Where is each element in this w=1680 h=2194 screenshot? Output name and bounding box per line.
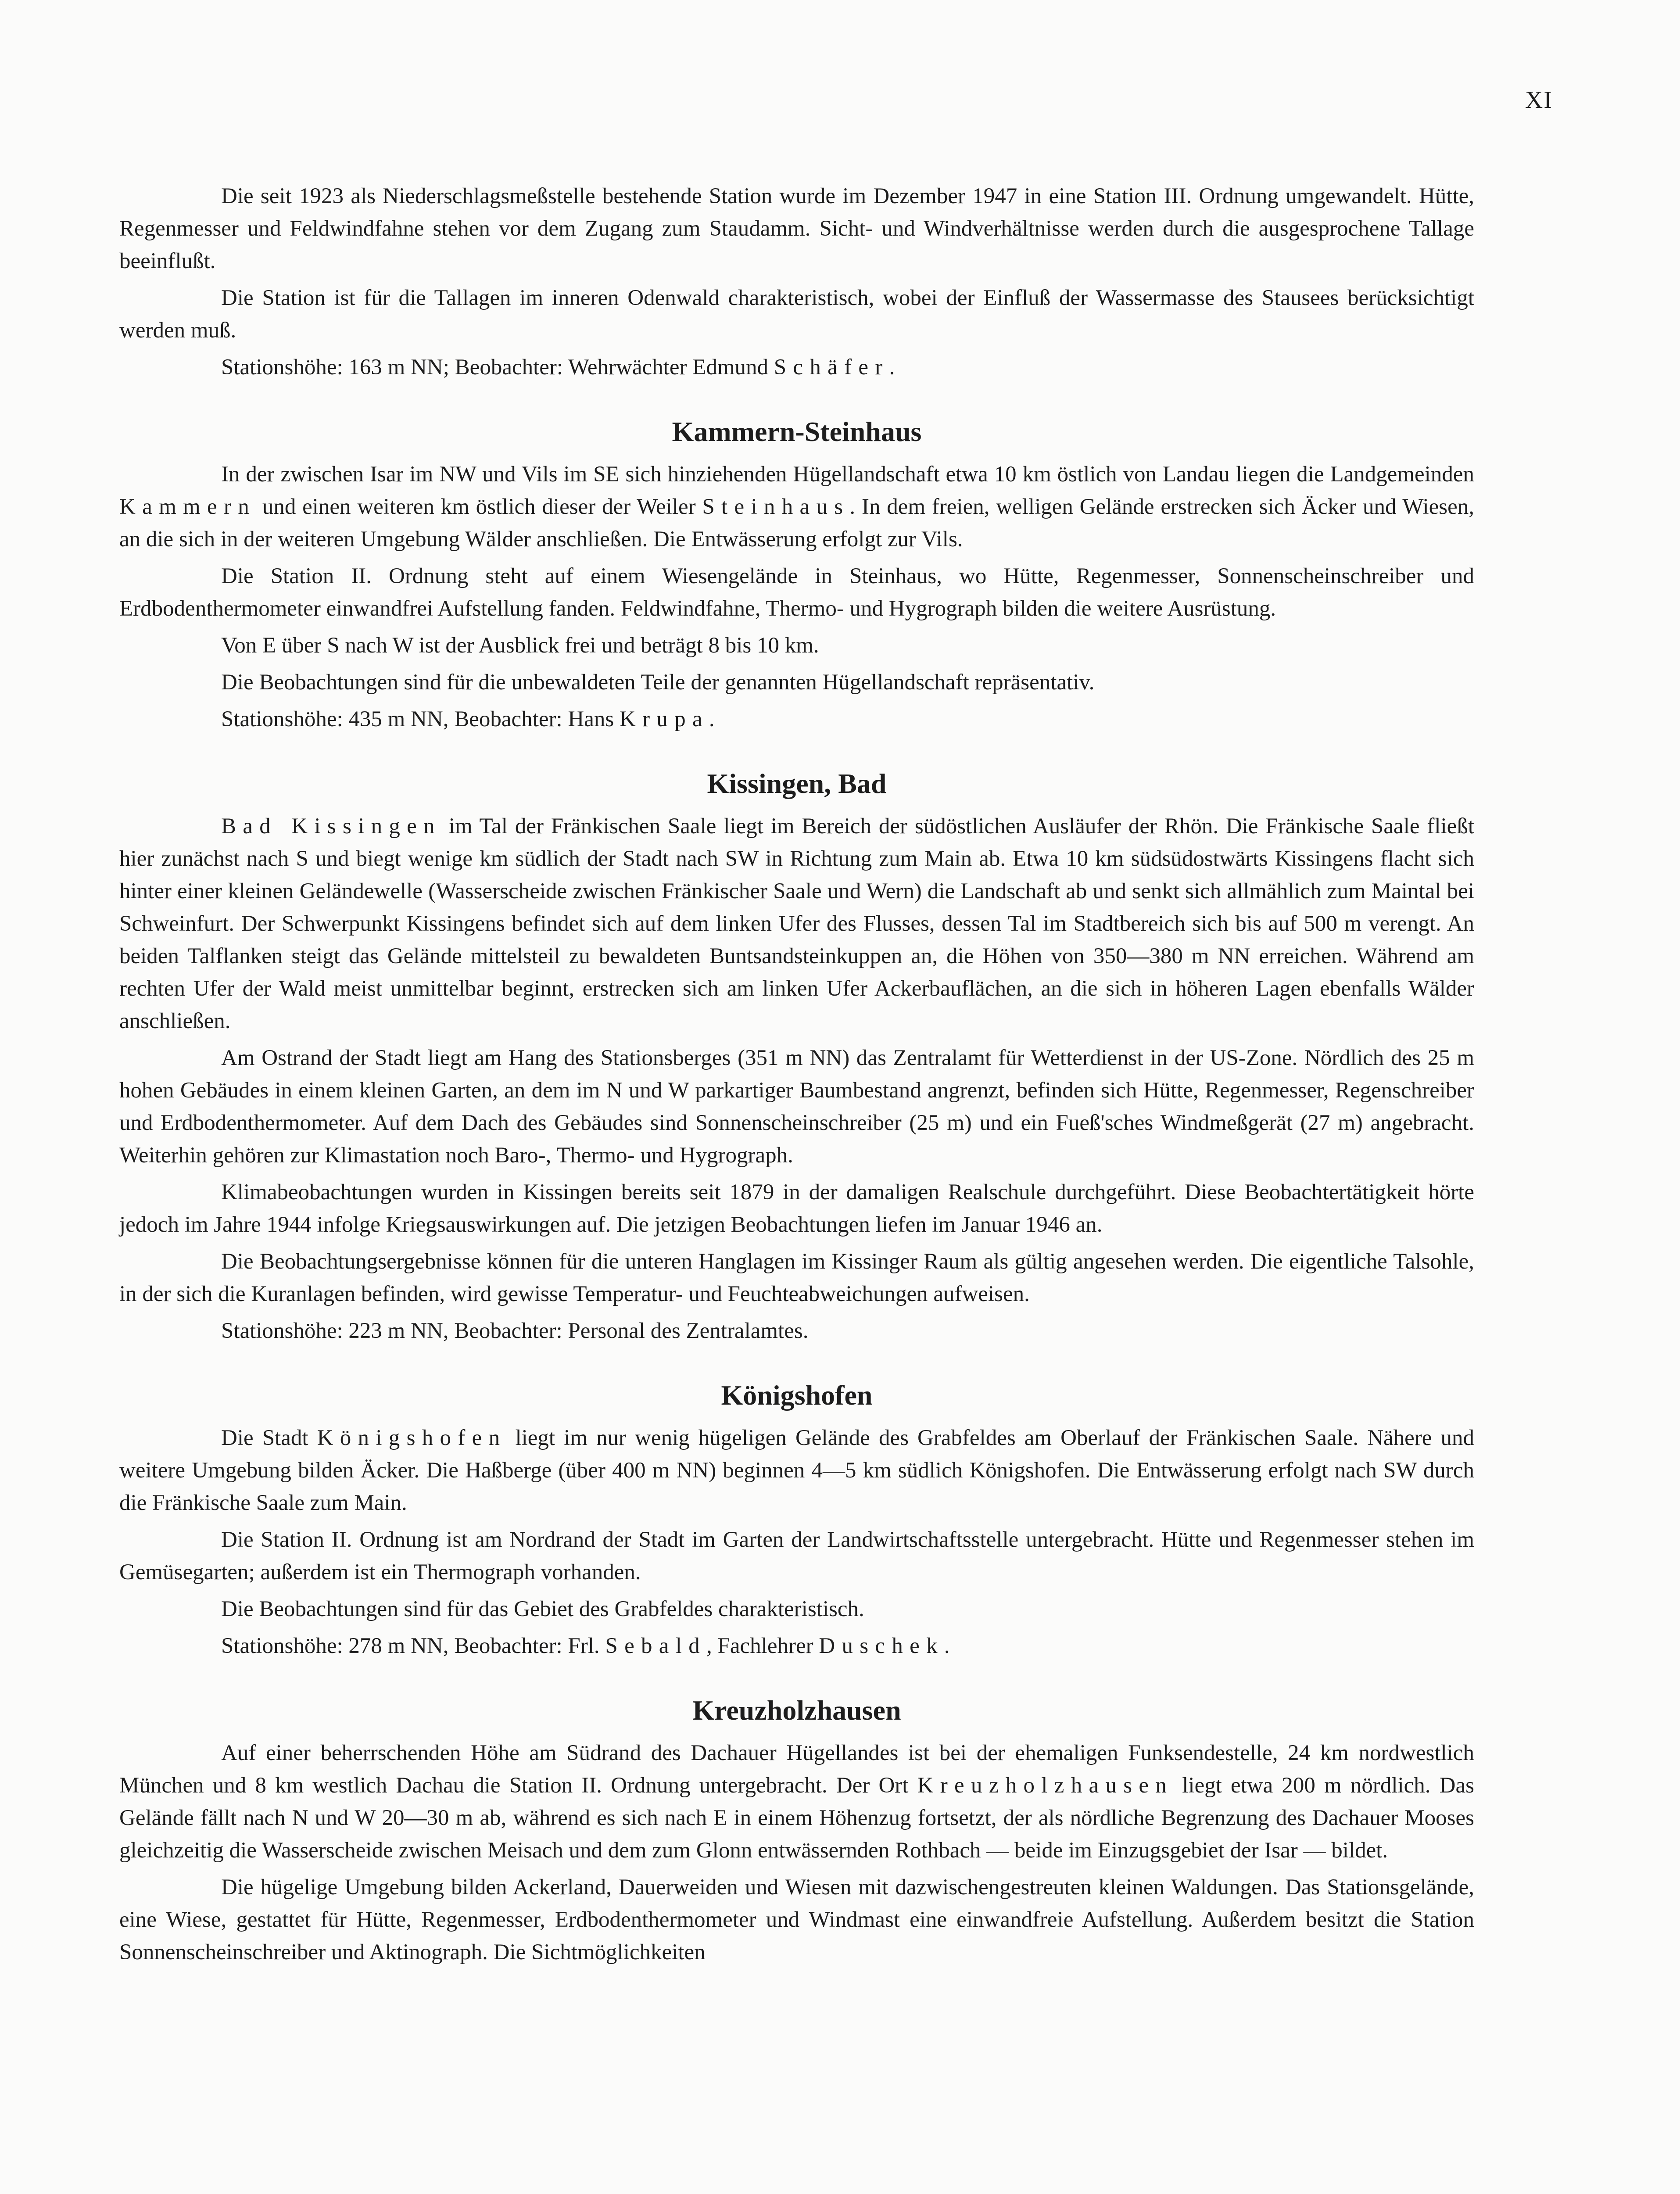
paragraph: Auf einer beherrschenden Höhe am Südrand des Dachauer Hügellandes ist bei der ehemaligen Funksendestelle, 24 km nordwestlich München und 8 km westlich Dachau die Station II. Ordnung untergebracht. Der Ort Kreuzholzhausen liegt etwa 200 m nördlich. Das Gelände fällt nach N und W 20—30 m ab, während es sich nach E in einem Höhenzug fortsetzt, der als nördliche Begrenzung des Dachauer Mooses gleichzeitig die Wasserscheide zwischen Meisach und dem zum Glonn entwässernden Rothbach — beide im Einzugsgebiet der Isar — bildet. [119,1741,1474,1863]
paragraph: Bad Kissingen im Tal der Fränkischen Saale liegt im Bereich der südöstlichen Ausläufer der Rhön. Die Fränkische Saale fließt hier zunächst nach S und biegt wenige km südlich der Stadt nach SW in Richtung zum Main ab. Etwa 10 km südsüdostwärts Kissingens flacht sich hinter einer kleinen Geländewelle (Wasserscheide zwischen Fränkischer Saale und Wern) die Landschaft ab und senkt sich allmählich zum Maintal bei Schweinfurt. Der Schwerpunkt Kissingens befindet sich auf dem linken Ufer des Flusses, dessen Tal im Stadtbereich sich bis auf 500 m verengt. An beiden Talflanken steigt das Gelände mittelsteil zu bewaldeten Buntsandsteinkuppen an, die Höhen von 350—380 m NN erreichen. Während am rechten Ufer der Wald meist unmittelbar beginnt, erstrecken sich am linken Ufer Ackerbauflächen, an die sich in höheren Lagen ebenfalls Wälder anschließen. [119,814,1474,1033]
spaced-name: Steinhaus [702,495,850,519]
spaced-name: Sebald [605,1634,707,1658]
station-heading: Kammern-Steinhaus [672,416,922,447]
spaced-name: Königshofen [317,1426,507,1450]
paragraph: Stationshöhe: 163 m NN; Beobachter: Wehrwächter Edmund Schäfer. [221,355,895,380]
paragraph: Die Beobachtungsergebnisse können für die unteren Hanglagen im Kissinger Raum als gültig angesehen werden. Die eigentliche Talsohle, in der sich die Kuranlagen befinden, wird gewisse Temperatur- und Feuchteabweichungen aufweisen. [119,1249,1474,1306]
station-section [119,414,1474,735]
paragraph: Stationshöhe: 435 m NN, Beobachter: Hans Krupa. [221,707,715,731]
paragraph: Von E über S nach W ist der Ausblick frei und beträgt 8 bis 10 km. [221,633,819,658]
paragraph: Die Station II. Ordnung steht auf einem Wiesengelände in Steinhaus, wo Hütte, Regenmesser, Sonnenscheinschreiber und Erdbodenthermometer einwandfrei Aufstellung fanden. Feldwindfahne, Thermo- und Hygrograph bilden die weitere Ausrüstung. [119,564,1474,621]
paragraph: Die Station II. Ordnung ist am Nordrand der Stadt im Garten der Landwirtschaftsstelle untergebracht. Hütte und Regenmesser stehen im Gemüsegarten; außerdem ist ein Thermograph vorhanden. [119,1527,1474,1585]
station-heading: Königshofen [721,1380,873,1411]
paragraph: Stationshöhe: 223 m NN, Beobachter: Personal des Zentralamtes. [221,1319,809,1343]
document-body [119,180,1474,1973]
paragraph: Die Beobachtungen sind für das Gebiet des Grabfeldes charakteristisch. [221,1597,864,1621]
paragraph: Die Station ist für die Tallagen im inneren Odenwald charakteristisch, wobei der Einfluß der Wassermasse des Stausees berücksichtigt werden muß. [119,286,1474,343]
paragraph: Die Stadt Königshofen liegt im nur wenig hügeligen Gelände des Grabfeldes am Oberlauf der Fränkischen Saale. Nähere und weitere Umgebung bilden Äcker. Die Haßberge (über 400 m NN) beginnen 4—5 km südlich Königshofen. Die Entwässerung erfolgt nach SW durch die Fränkische Saale zum Main. [119,1426,1474,1515]
page-number: XI [1525,86,1553,114]
spaced-name: Bad Kissingen [221,814,441,839]
paragraph: Die Beobachtungen sind für die unbewaldeten Teile der genannten Hügellandschaft repräsentativ. [221,670,1095,695]
paragraph: Die hügelige Umgebung bilden Ackerland, Dauerweiden und Wiesen mit dazwischengestreuten kleinen Waldungen. Das Stationsgelände, eine Wiese, gestattet für Hütte, Regenmesser, Erdbodenthermometer und Windmast eine einwandfreie Aufstellung. Außerdem besitzt die Station Sonnenscheinschreiber und Aktinograph. Die Sichtmöglichkeiten [119,1875,1474,1965]
paragraph: In der zwischen Isar im NW und Vils im SE sich hinziehenden Hügellandschaft etwa 10 km östlich von Landau liegen die Landgemeinden Kammern und einen weiteren km östlich dieser der Weiler Steinhaus. In dem freien, welligen Gelände erstrecken sich Äcker und Wiesen, an die sich in der weiteren Umgebung Wälder anschließen. Die Entwässerung erfolgt zur Vils. [119,462,1474,552]
spaced-name: Kammern [119,495,256,519]
station-section [119,766,1474,1347]
station-section [119,1693,1474,1968]
spaced-name: Krupa [619,707,709,731]
station-section [119,1378,1474,1662]
paragraph: Klimabeobachtungen wurden in Kissingen bereits seit 1879 in der damaligen Realschule durchgeführt. Diese Beobachtertätigkeit hörte jedoch im Jahre 1944 infolge Kriegsauswirkungen auf. Die jetzigen Beobachtungen liefen im Januar 1946 an. [119,1180,1474,1237]
spaced-name: Kreuzholzhausen [917,1773,1174,1798]
paragraph: Die seit 1923 als Niederschlagsmeßstelle bestehende Station wurde im Dezember 1947 in eine Station III. Ordnung umgewandelt. Hütte, Regenmesser und Feldwindfahne stehen vor dem Zugang zum Staudamm. Sicht- und Windverhältnisse werden durch die ausgesprochene Tallage beeinflußt. [119,184,1474,273]
spaced-name: Duschek [819,1634,944,1658]
station-heading: Kissingen, Bad [707,768,887,799]
spaced-name: Schäfer [774,355,889,380]
paragraph: Am Ostrand der Stadt liegt am Hang des Stationsberges (351 m NN) das Zentralamt für Wetterdienst in der US-Zone. Nördlich des 25 m hohen Gebäudes in einem kleinen Garten, an dem im N und W parkartiger Baumbestand angrenzt, befinden sich Hütte, Regenmesser, Regenschreiber und Erdbodenthermometer. Auf dem Dach des Gebäudes sind Sonnenscheinschreiber (25 m) und ein Fueß'sches Windmeßgerät (27 m) angebracht. Weiterhin gehören zur Klimastation noch Baro-, Thermo- und Hygrograph. [119,1046,1474,1168]
station-section [119,180,1474,384]
paragraph: Stationshöhe: 278 m NN, Beobachter: Frl. Sebald, Fachlehrer Duschek. [221,1634,950,1658]
station-heading: Kreuzholzhausen [692,1695,901,1726]
